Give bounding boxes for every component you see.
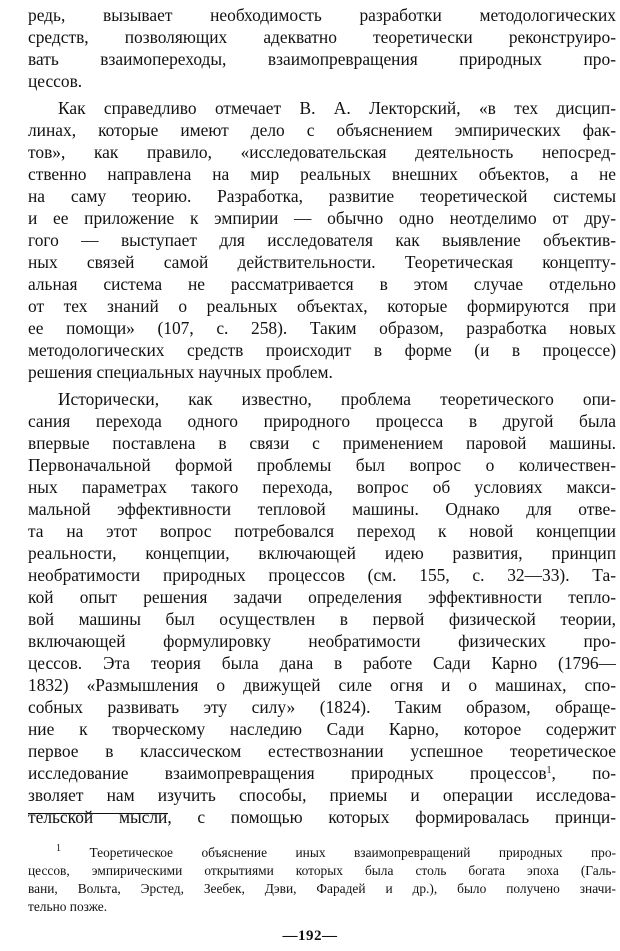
- text-line: включающей формулировку необратимости физических про-: [28, 631, 616, 651]
- text-fragment: исследование взаимопревращения природных процессов: [28, 763, 547, 783]
- text-line: ее помощи» (107, с. 258). Таким образом, разработка новых: [28, 318, 616, 338]
- text-line: Первоначальной формой проблемы был вопрос о количествен-: [28, 455, 616, 475]
- text-line: зволяет нам изучить способы, приемы и операции исследова-: [28, 785, 616, 805]
- text-line: впервые поставлена в связи с применением паровой машины.: [28, 433, 616, 453]
- footnote-line: вани, Вольта, Эрстед, Зеебек, Дэви, Фарадей и др.), было получено значи-: [28, 881, 616, 896]
- text-line: Исторически, как известно, проблема теоретического опи-: [58, 389, 616, 409]
- text-line-with-footnote-ref: [28, 762, 616, 784]
- footnote-divider: [28, 813, 168, 814]
- text-line: ние к творческому наследию Сади Карно, которое содержит: [28, 719, 616, 739]
- footnote-line: [28, 844, 616, 862]
- text-line: Как справедливо отмечает В. А. Лекторский, «в тех дисцип-: [58, 98, 616, 118]
- footnote-marker: 1: [56, 844, 61, 854]
- main-text: [28, 4, 616, 828]
- text-line: 1832) «Размышления о движущей силе огня и о машинах, спо-: [28, 675, 616, 695]
- text-line: мальной эффективности тепловой машины. Однако для отве-: [28, 499, 616, 519]
- text-line: цессов.: [28, 71, 83, 91]
- text-line: методологических средств происходит в форме (и в процессе): [28, 340, 616, 360]
- text-line: сания перехода одного природного процесса в другой была: [28, 411, 616, 431]
- text-line: необратимости природных процессов (см. 155, с. 32—33). Та-: [28, 565, 616, 585]
- text-line: собных развивать эту силу» (1824). Таким образом, обраще-: [28, 697, 616, 717]
- text-line: линах, которые имеют дело с объяснением эмпирических фак-: [28, 120, 616, 140]
- footnote-reference[interactable]: 1: [546, 765, 552, 776]
- text-line: гого — выступает для исследователя как выявление объектив-: [28, 230, 616, 250]
- text-line: кой опыт решения задачи определения эффективности тепло-: [28, 587, 616, 607]
- text-line: и ее приложение к эмпирии — обычно одно неотделимо от дру-: [28, 208, 616, 228]
- text-line: первое в классическом естествознании успешное теоретическое: [28, 741, 616, 761]
- footnote-text: Теоретическое объяснение иных взаимопревращений природных про-: [89, 845, 616, 860]
- text-line: цессов. Эта теория была дана в работе Сади Карно (1796—: [28, 653, 616, 673]
- text-line: вой машины был осуществлен в первой физической теории,: [28, 609, 616, 629]
- footnote: [28, 844, 616, 916]
- text-line: та на этот вопрос потребовался переход к новой концепции: [28, 521, 616, 541]
- text-line: реальности, концепции, включающей идею развития, принцип: [28, 543, 616, 563]
- text-line: редь, вызывает необходимость разработки методологических: [28, 5, 616, 25]
- text-line: альная система не рассматривается в этом случае отдельно: [28, 274, 616, 294]
- text-line: тов», как правило, «исследовательская деятельность непосред-: [28, 142, 616, 162]
- text-fragment: , по-: [551, 763, 616, 783]
- text-line: ных параметрах такого перехода, вопрос об условиях макси-: [28, 477, 616, 497]
- text-line: от тех знаний о реальных объектах, которые формируются при: [28, 296, 616, 316]
- text-line: средств, позволяющих адекватно теоретически реконструиро-: [28, 27, 616, 47]
- text-line: ных связей самой действительности. Теоретическая концепту-: [28, 252, 616, 272]
- footnote-line: цессов, эмпирическими открытиями которых была столь богата эпоха (Галь-: [28, 863, 616, 878]
- text-line: тельской мысли, с помощью которых формировалась принци-: [28, 807, 616, 827]
- footnote-line: тельно позже.: [28, 899, 108, 914]
- text-line: на саму теорию. Разработка, развитие теоретической системы: [28, 186, 616, 206]
- text-line: вать взаимопереходы, взаимопревращения природных про-: [28, 49, 616, 69]
- page-number: —192—: [282, 928, 338, 944]
- text-line: ственно направлена на мир реальных внешних объектов, а не: [28, 164, 616, 184]
- text-line: решения специальных научных проблем.: [28, 362, 333, 382]
